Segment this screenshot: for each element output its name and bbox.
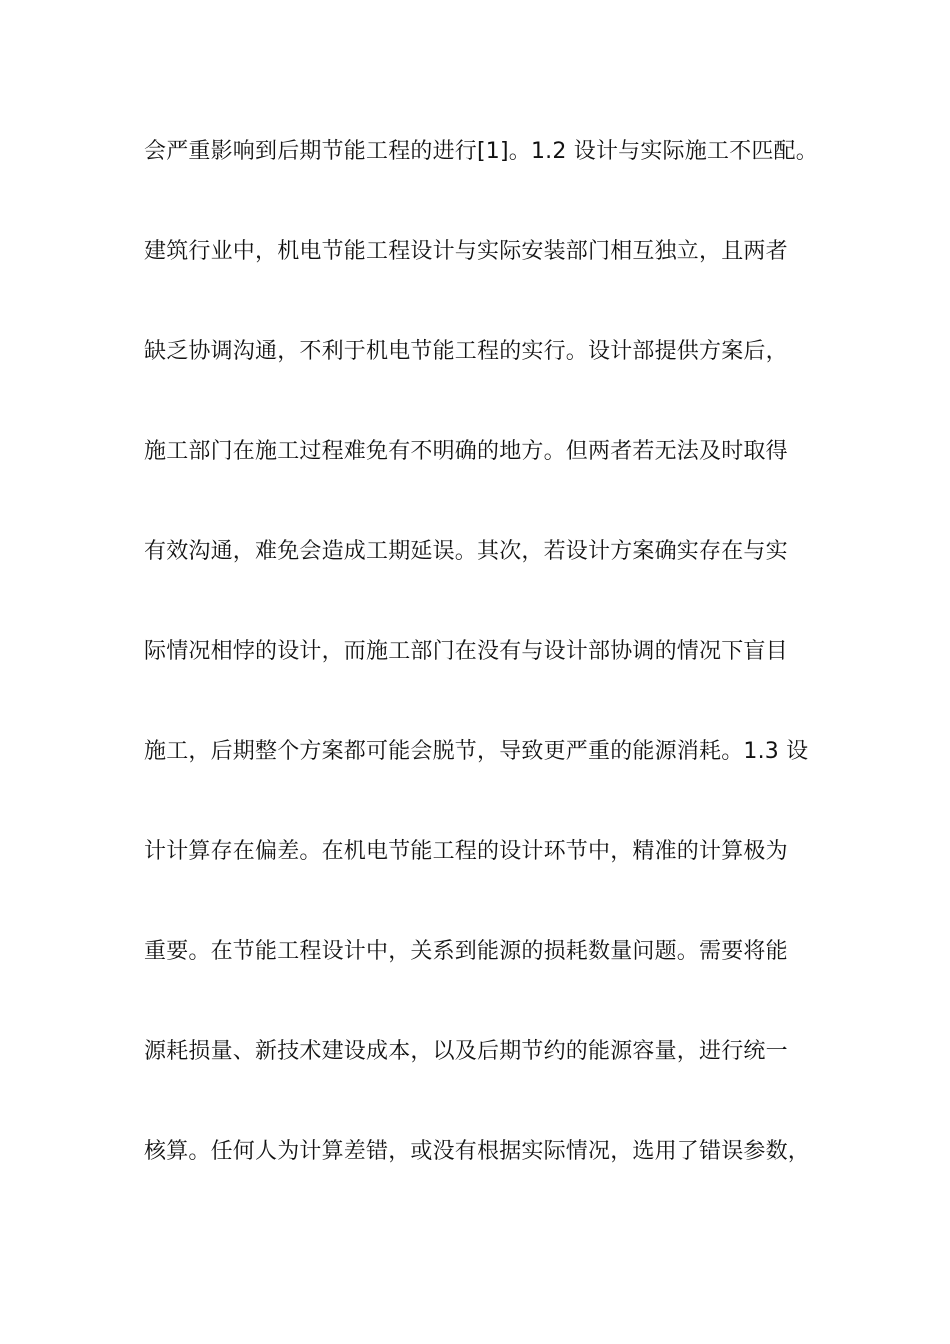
text-line: 际情况相悖的设计，而施工部门在没有与设计部协调的情况下盲目 — [144, 639, 788, 664]
text-line: 会严重影响到后期节能工程的进行[1]。1.2 设计与实际施工不匹配。 — [144, 139, 818, 164]
text-line: 施工，后期整个方案都可能会脱节，导致更严重的能源消耗。1.3 设 — [144, 739, 809, 764]
text-line: 核算。任何人为计算差错，或没有根据实际情况，选用了错误参数， — [144, 1139, 811, 1164]
text-line: 有效沟通，难免会造成工期延误。其次，若设计方案确实存在与实 — [144, 539, 788, 564]
text-line: 缺乏协调沟通，不利于机电节能工程的实行。设计部提供方案后， — [144, 339, 788, 364]
text-line: 计计算存在偏差。在机电节能工程的设计环节中，精准的计算极为 — [144, 839, 788, 864]
text-line: 施工部门在施工过程难免有不明确的地方。但两者若无法及时取得 — [144, 439, 788, 464]
text-line: 建筑行业中，机电节能工程设计与实际安装部门相互独立，且两者 — [144, 239, 788, 264]
body-text — [144, 128, 824, 1228]
text-line: 重要。在节能工程设计中，关系到能源的损耗数量问题。需要将能 — [144, 939, 788, 964]
text-line: 源耗损量、新技术建设成本，以及后期节约的能源容量，进行统一 — [144, 1039, 788, 1064]
